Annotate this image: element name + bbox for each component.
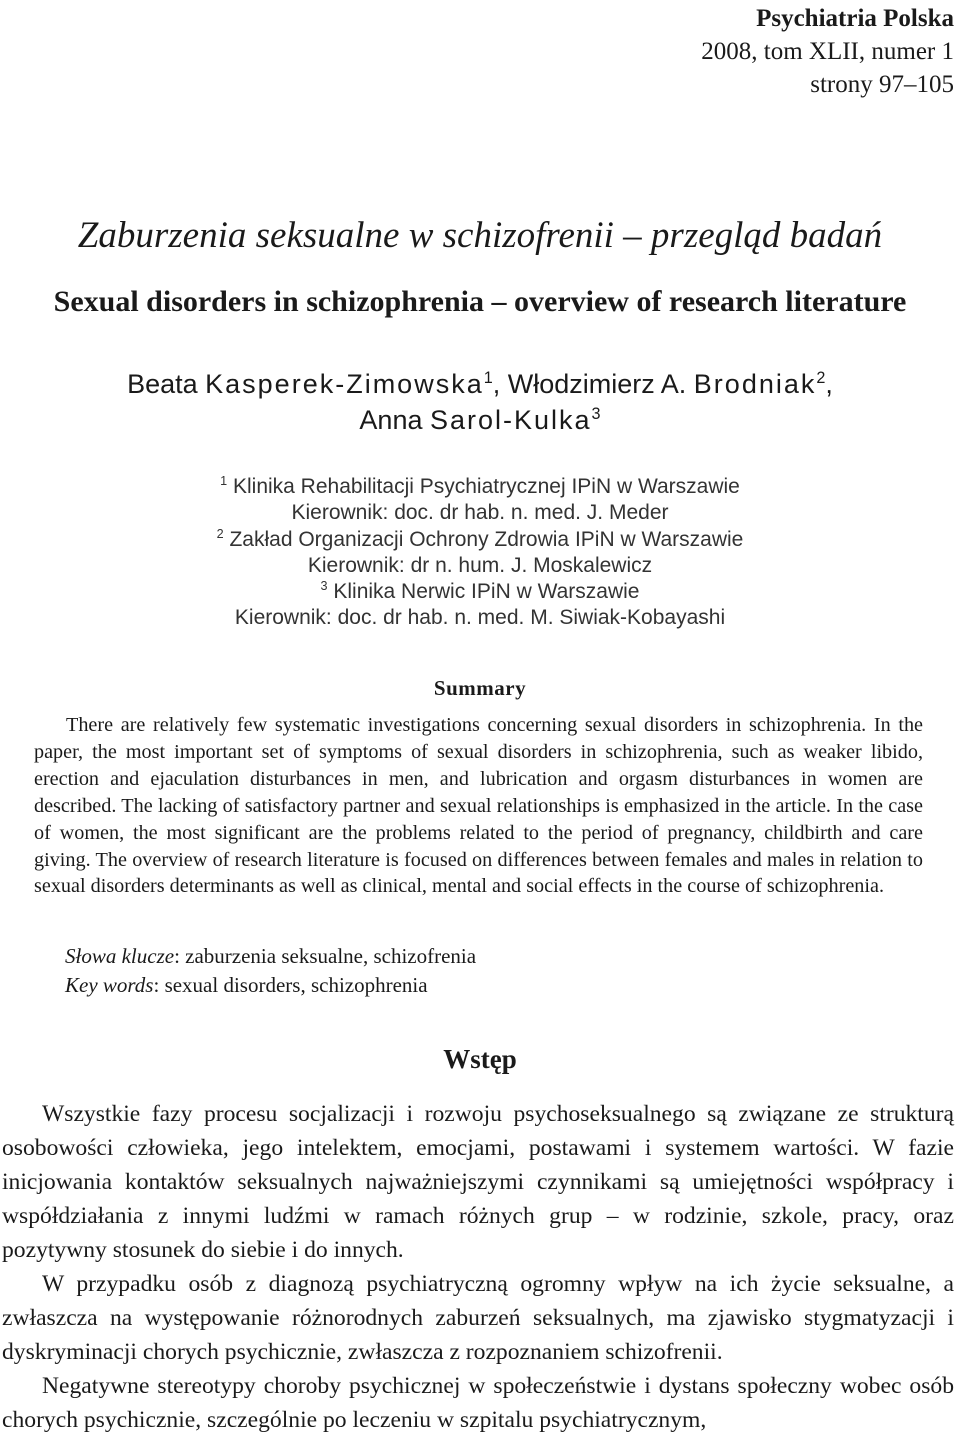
author-2-last: Brodniak	[693, 369, 817, 399]
journal-header	[701, 2, 954, 101]
summary-paragraph: There are relatively few systematic investigations concerning sexual disorders in schizophrenia. In the paper, the most important set of symptoms of sexual disorders in schizophrenia, such as weaker libido, erection and ejaculation disturbances in men, and lubrication and orgasm disturbances in women are described. The lacking of satisfactory partner and sexual relationships is emphasized in the article. In the case of women, the most significant are the problems related to the period of pregnancy, childbirth and care giving. The overview of research literature is focused on differences between females and males in relation to sexual disorders determinants as well as clinical, mental and social effects in the course of schizophrenia.	[34, 714, 923, 898]
summary-heading: Summary	[433, 676, 527, 700]
affiliation-mark: 2	[216, 526, 224, 541]
keywords-english-value: : sexual disorders, schizophrenia	[153, 973, 428, 997]
author-line-2	[0, 402, 960, 438]
journal-name: Psychiatria Polska	[756, 5, 954, 32]
affiliation-name: Klinika Nerwic IPiN w Warszawie	[333, 580, 640, 604]
affiliation-head: Kierownik: doc. dr hab. n. med. M. Siwiak-Kobayashi	[234, 606, 726, 630]
keywords-polish	[65, 942, 476, 971]
body-paragraph: Wszystkie fazy procesu socjalizacji i rozwoju psychoseksualnego są związane ze strukturą osobowości człowieka, jego intelektem, emocjami, postawami i systemem wartości. W fazie inicjowania kontaktów seksualnych najważniejszymi czynnikami są umiejętności współpracy i współdziałania z innymi ludźmi w ramach różnych grup – w rodzinie, szkole, pracy, oraz pozytywny stosunek do siebie i do innych.	[2, 1101, 954, 1263]
keywords-english-label: Key words	[65, 973, 154, 997]
keywords-polish-value: : zaburzenia seksualne, schizofrenia	[174, 944, 477, 968]
author-1-first: Beata	[127, 369, 206, 399]
author-3-first: Anna	[359, 405, 430, 435]
author-separator: ,	[825, 369, 833, 399]
affiliations	[0, 474, 960, 632]
author-2-affil-mark: 2	[816, 369, 826, 387]
keywords-polish-label: Słowa klucze	[65, 944, 175, 968]
body-paragraph: Negatywne stereotypy choroby psychicznej w społeczeństwie i dystans społeczny wobec osób chorych psychicznie, szczególnie po leczeniu w szpitalu psychiatrycznym,	[2, 1373, 954, 1433]
affiliation-mark: 3	[320, 579, 328, 594]
journal-pages: strony 97–105	[810, 71, 954, 98]
author-3-last: Sarol-Kulka	[429, 405, 592, 435]
author-2-first: Włodzimierz A.	[507, 369, 694, 399]
affiliation-mark: 1	[220, 474, 228, 488]
journal-issue: 2008, tom XLII, numer 1	[701, 38, 954, 65]
affiliation-unit	[0, 579, 960, 605]
summary-text	[34, 712, 923, 900]
author-1-affil-mark: 1	[483, 369, 493, 387]
article-title-english: Sexual disorders in schizophrenia – overview of research literature	[53, 285, 907, 318]
body-paragraph: W przypadku osób z diagnozą psychiatryczną ogromny wpływ na ich życie seksualne, a zwłaszcza na występowanie różnorodnych zaburzeń seksualnych, ma zjawisko stygmatyzacji i dyskryminacji chorych psychicznie, zwłaszcza z rozpoznaniem schizofrenii.	[2, 1271, 954, 1365]
keywords-english	[65, 971, 476, 1000]
affiliation-unit	[0, 474, 960, 500]
author-line-1	[0, 366, 960, 402]
affiliation-unit	[0, 527, 960, 553]
affiliation-name: Zakład Organizacji Ochrony Zdrowia IPiN w Warszawie	[229, 527, 744, 551]
author-list	[0, 366, 960, 438]
section-body	[2, 1097, 954, 1437]
article-title-polish: Zaburzenia seksualne w schizofrenii – przegląd badań	[77, 215, 883, 256]
affiliation-head: Kierownik: doc. dr hab. n. med. J. Meder	[291, 501, 669, 525]
keywords	[65, 942, 476, 1000]
section-heading: Wstęp	[443, 1044, 517, 1074]
affiliation-head: Kierownik: dr n. hum. J. Moskalewicz	[307, 553, 653, 577]
affiliation-name: Klinika Rehabilitacji Psychiatrycznej IPiN w Warszawie	[232, 475, 740, 498]
author-3-affil-mark: 3	[591, 405, 601, 423]
author-separator: ,	[492, 369, 508, 399]
author-1-last: Kasperek-Zimowska	[205, 369, 484, 399]
